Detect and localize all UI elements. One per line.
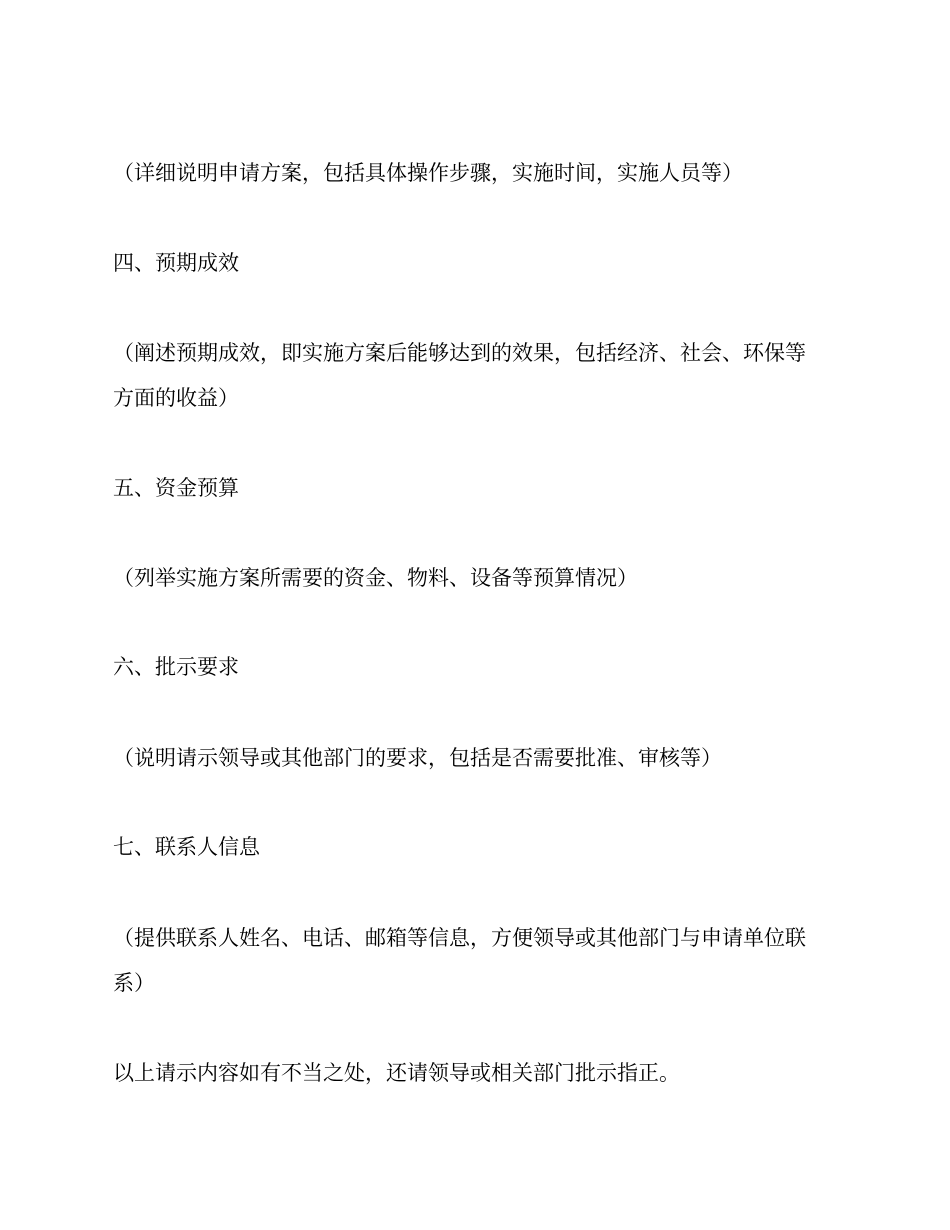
contact-description-line-1: （提供联系人姓名、电话、邮箱等信息，方便领导或其他部门与申请单位联 [113, 926, 806, 950]
budget-description: （列举实施方案所需要的资金、物料、设备等预算情况） [113, 566, 638, 590]
contact-description-line-2: 系） [113, 971, 155, 995]
section-heading-instructions: 六、批示要求 [113, 655, 239, 679]
section-heading-budget: 五、资金预算 [113, 476, 239, 500]
closing-statement: 以上请示内容如有不当之处，还请领导或相关部门批示指正。 [113, 1061, 680, 1085]
instructions-description: （说明请示领导或其他部门的要求，包括是否需要批准、审核等） [113, 746, 722, 770]
expected-results-description-line-1: （阐述预期成效，即实施方案后能够达到的效果，包括经济、社会、环保等 [113, 341, 806, 365]
plan-description: （详细说明申请方案，包括具体操作步骤，实施时间，实施人员等） [113, 161, 743, 185]
expected-results-description-line-2: 方面的收益） [113, 386, 239, 410]
section-heading-expected-results: 四、预期成效 [113, 251, 239, 275]
section-heading-contact: 七、联系人信息 [113, 835, 260, 859]
